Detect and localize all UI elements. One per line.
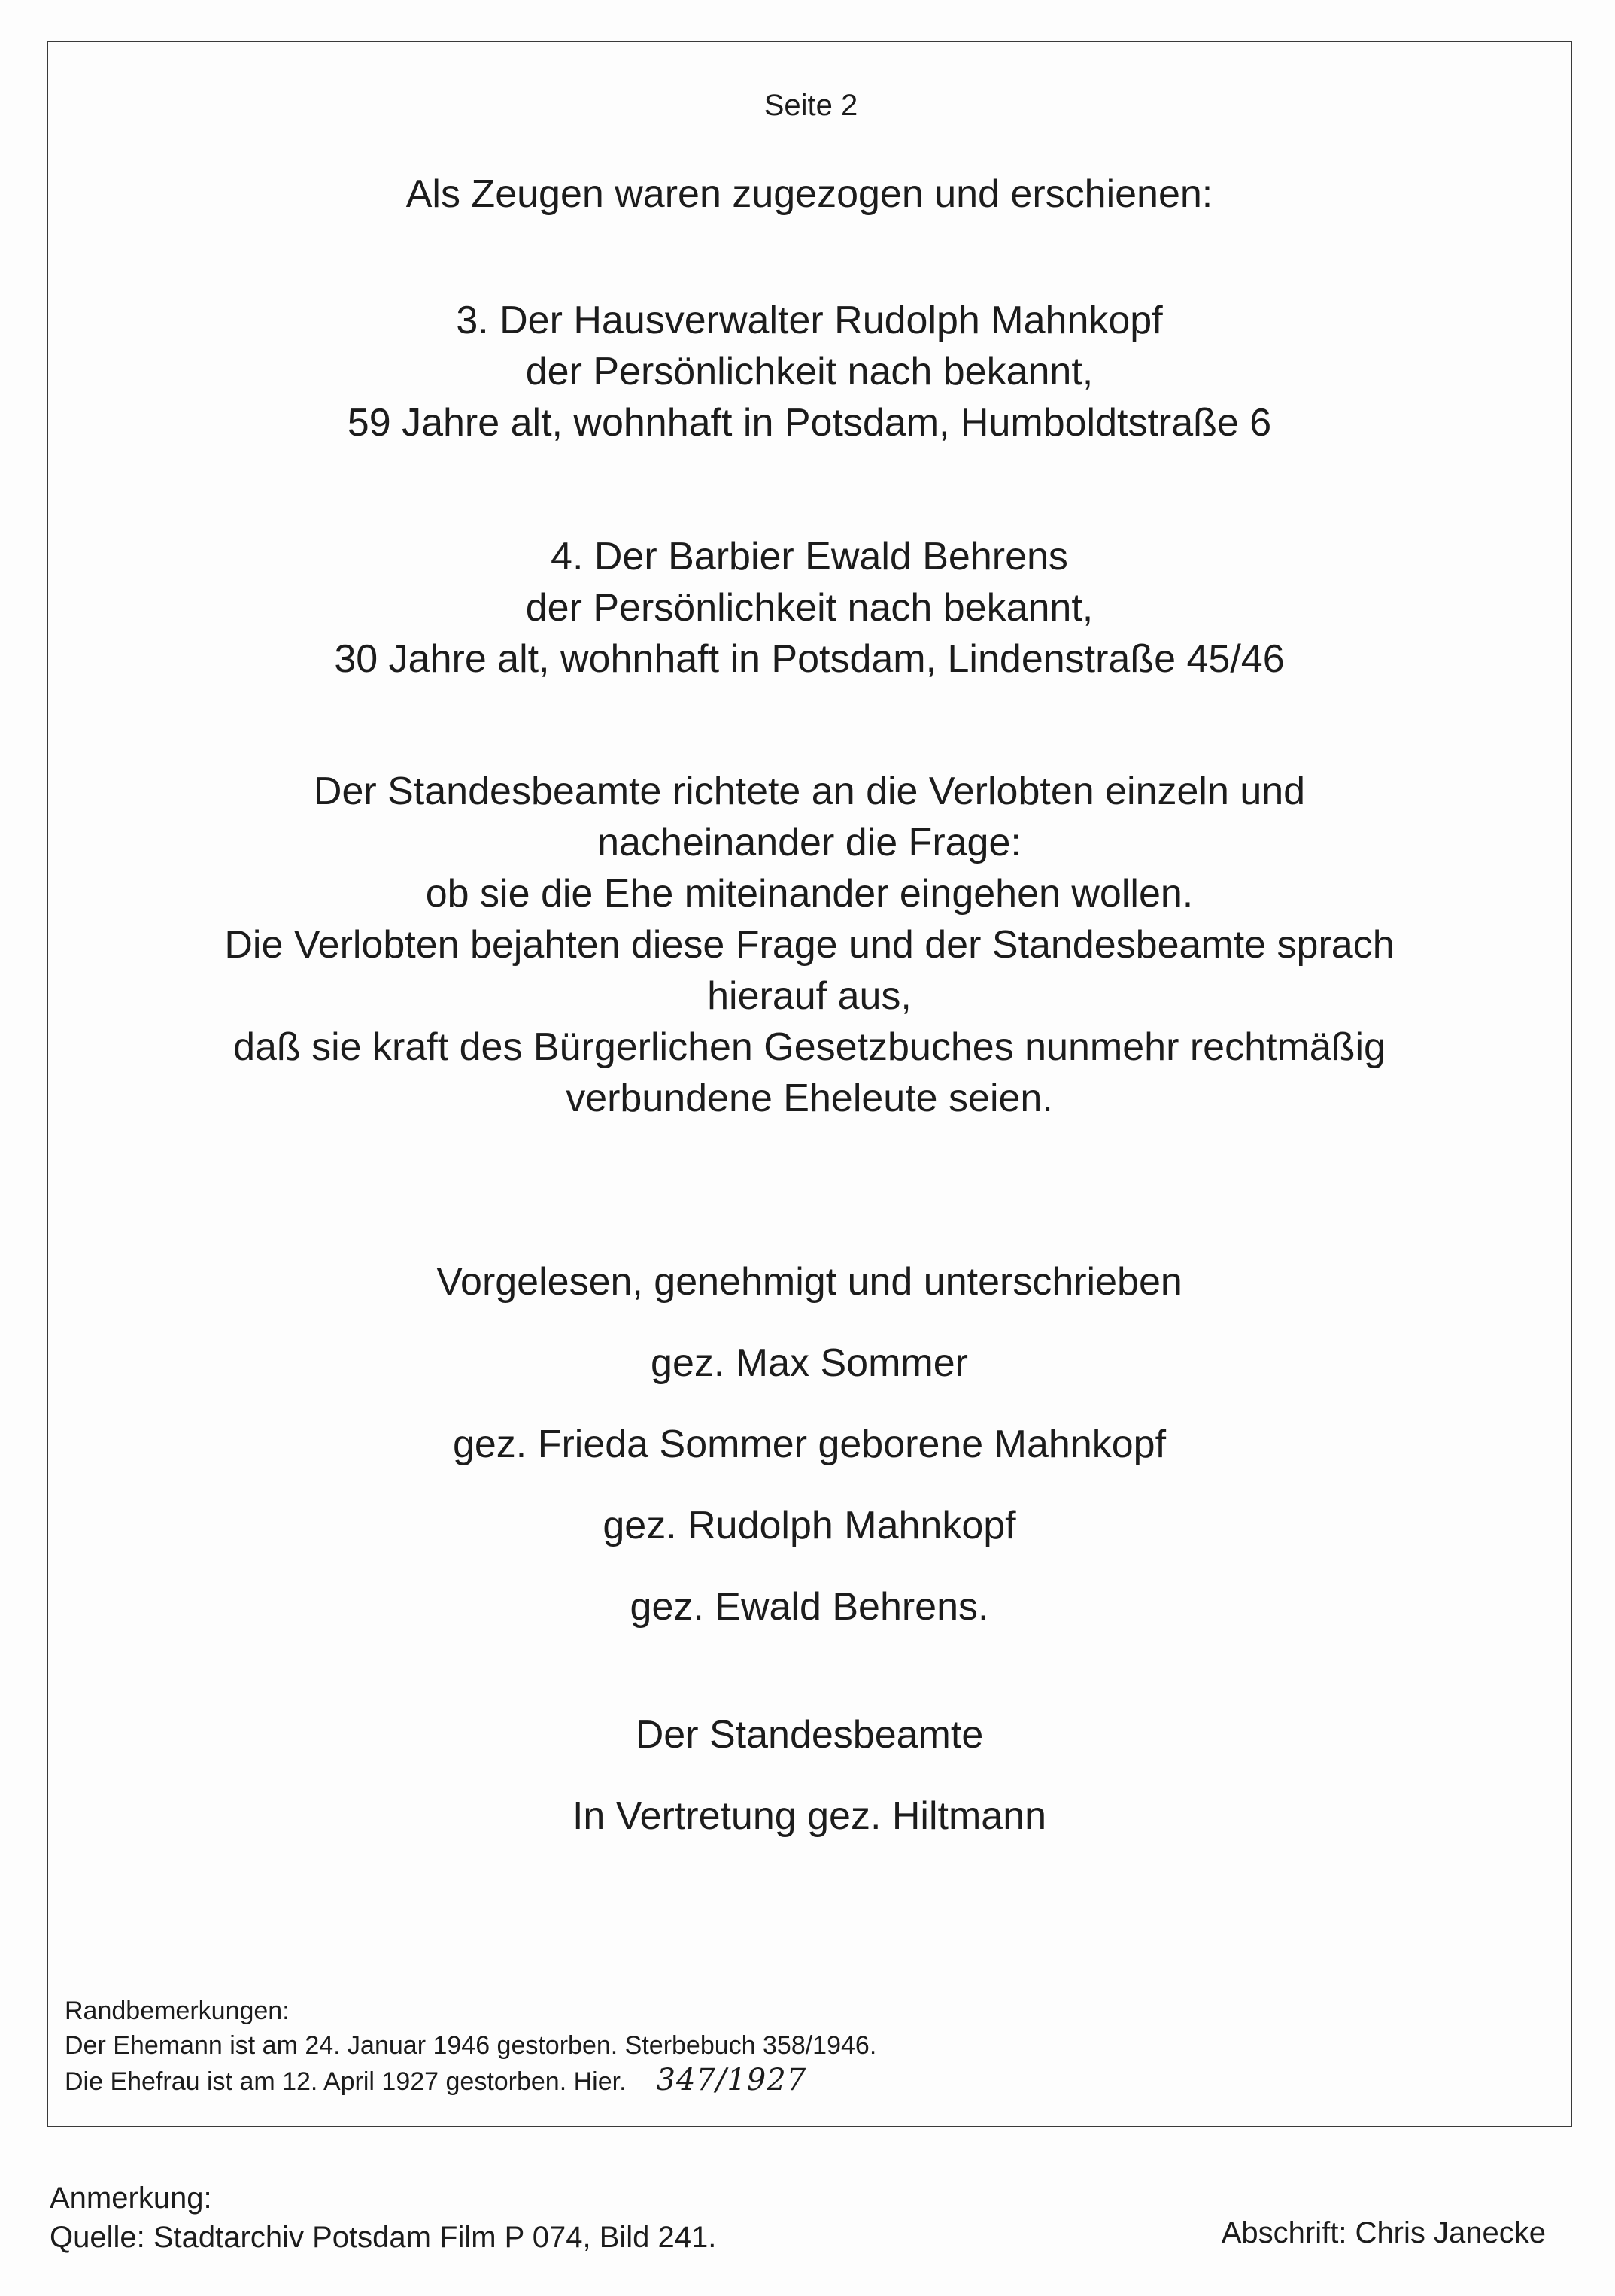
document-border (47, 41, 1572, 2127)
ceremony-line: ob sie die Ehe miteinander eingehen wollen. (425, 872, 1194, 916)
witness-identity-line: der Persönlichkeit nach bekannt, (525, 350, 1094, 393)
footer-source: Quelle: Stadtarchiv Potsdam Film P 074, Bild 241. (50, 2221, 717, 2254)
signature-line: gez. Frieda Sommer geborene Mahnkopf (452, 1423, 1167, 1466)
signoff-statement: Vorgelesen, genehmigt und unterschrieben (436, 1260, 1182, 1304)
witness-heading (48, 169, 1571, 220)
ceremony-line: hierauf aus, (707, 974, 912, 1018)
ceremony-line: Der Standesbeamte richtete an die Verlobten einzeln und (313, 770, 1306, 813)
margin-note-husband: Der Ehemann ist am 24. Januar 1946 gestorben. Sterbebuch 358/1946. (65, 2031, 877, 2060)
witness-heading-text: Als Zeugen waren zugezogen und erschienen: (405, 172, 1213, 216)
witness-name-line: 4. Der Barbier Ewald Behrens (551, 535, 1068, 579)
witness-entry (48, 531, 1571, 685)
registrar-signature: In Vertretung gez. Hiltmann (572, 1794, 1047, 1838)
signoff-block (48, 1241, 1571, 1648)
witness-address-line: 30 Jahre alt, wohnhaft in Potsdam, Lindenstraße 45/46 (334, 637, 1285, 681)
witness-address-line: 59 Jahre alt, wohnhaft in Potsdam, Humboldtstraße 6 (347, 401, 1272, 445)
registrar-title: Der Standesbeamte (635, 1713, 984, 1757)
signature-line: gez. Rudolph Mahnkopf (603, 1504, 1016, 1547)
ceremony-line: nacheinander die Frage: (597, 821, 1022, 864)
transcriber-credit: Abschrift: Chris Janecke (1221, 2216, 1546, 2249)
margin-notes (65, 1994, 876, 2099)
handwritten-register-ref: 347/1927 (656, 2063, 807, 2097)
registrar-block (48, 1694, 1571, 1857)
ceremony-line: verbundene Eheleute seien. (566, 1077, 1053, 1120)
footer-note (50, 2179, 716, 2257)
footer-note-label: Anmerkung: (50, 2182, 212, 2215)
margin-notes-heading: Randbemerkungen: (65, 1997, 290, 2025)
ceremony-paragraph (48, 766, 1571, 1124)
ceremony-line: Die Verlobten bejahten diese Frage und der Standesbeamte sprach (224, 923, 1395, 967)
ceremony-line: daß sie kraft des Bürgerlichen Gesetzbuches nunmehr rechtmäßig (233, 1025, 1386, 1069)
witness-identity-line: der Persönlichkeit nach bekannt, (525, 586, 1094, 630)
signature-line: gez. Ewald Behrens. (630, 1585, 989, 1629)
witness-name-line: 3. Der Hausverwalter Rudolph Mahnkopf (456, 299, 1163, 342)
page-number: Seite 2 (763, 89, 858, 122)
signature-line: gez. Max Sommer (651, 1341, 968, 1385)
witness-entry (48, 295, 1571, 448)
margin-note-wife-row (65, 2063, 876, 2099)
margin-note-wife: Die Ehefrau ist am 12. April 1927 gestorben. Hier. (65, 2067, 627, 2096)
